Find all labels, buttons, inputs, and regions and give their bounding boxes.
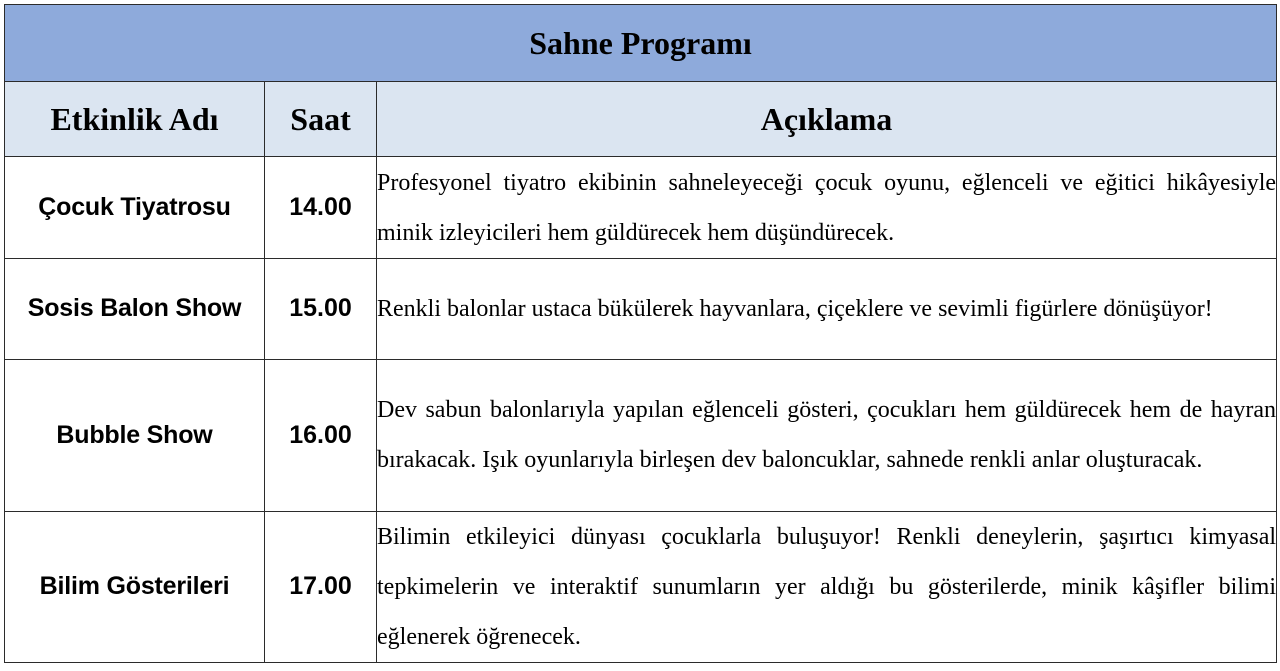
event-description-text: Profesyonel tiyatro ekibinin sahneleyeceği çocuk oyunu, eğlenceli ve eğitici hikâyesiyle minik izleyicileri hem güldürecek hem düşündürecek. — [377, 169, 1277, 246]
event-name-cell: Çocuk Tiyatrosu — [5, 157, 265, 258]
event-description-cell — [377, 258, 1277, 359]
table-row — [5, 511, 1277, 663]
event-description-cell — [377, 157, 1277, 258]
table-title: Sahne Programı — [5, 5, 1277, 82]
event-description-text: Bilimin etkileyici dünyası çocuklarla buluşuyor! Renkli deneylerin, şaşırtıcı kimyasal tepkimelerin ve interaktif sunumların yer aldığı bu gösterilerde, minik kâşifler bilimi eğlenerek öğrenecek. — [377, 523, 1277, 650]
event-time-cell: 14.00 — [265, 157, 377, 258]
header-event-name: Etkinlik Adı — [5, 82, 265, 157]
event-description-cell — [377, 511, 1277, 663]
title-row — [5, 5, 1277, 82]
header-time: Saat — [265, 82, 377, 157]
event-time-cell: 16.00 — [265, 360, 377, 511]
event-name-cell: Bubble Show — [5, 360, 265, 511]
stage-program-table — [4, 4, 1277, 663]
event-time-cell: 15.00 — [265, 258, 377, 359]
event-time-cell: 17.00 — [265, 511, 377, 663]
table-row — [5, 157, 1277, 258]
event-description-text: Dev sabun balonlarıyla yapılan eğlenceli gösteri, çocukları hem güldürecek hem de hayran bırakacak. Işık oyunlarıyla birleşen dev baloncuklar, sahnede renkli anlar oluşturacak. — [377, 397, 1277, 474]
event-description-text: Renkli balonlar ustaca bükülerek hayvanlara, çiçeklere ve sevimli figürlere dönüşüyor! — [377, 295, 1213, 322]
event-name-cell: Bilim Gösterileri — [5, 511, 265, 663]
header-row — [5, 82, 1277, 157]
header-description: Açıklama — [377, 82, 1277, 157]
event-description-cell — [377, 360, 1277, 511]
event-name-cell: Sosis Balon Show — [5, 258, 265, 359]
table-row — [5, 258, 1277, 359]
table-row — [5, 360, 1277, 511]
